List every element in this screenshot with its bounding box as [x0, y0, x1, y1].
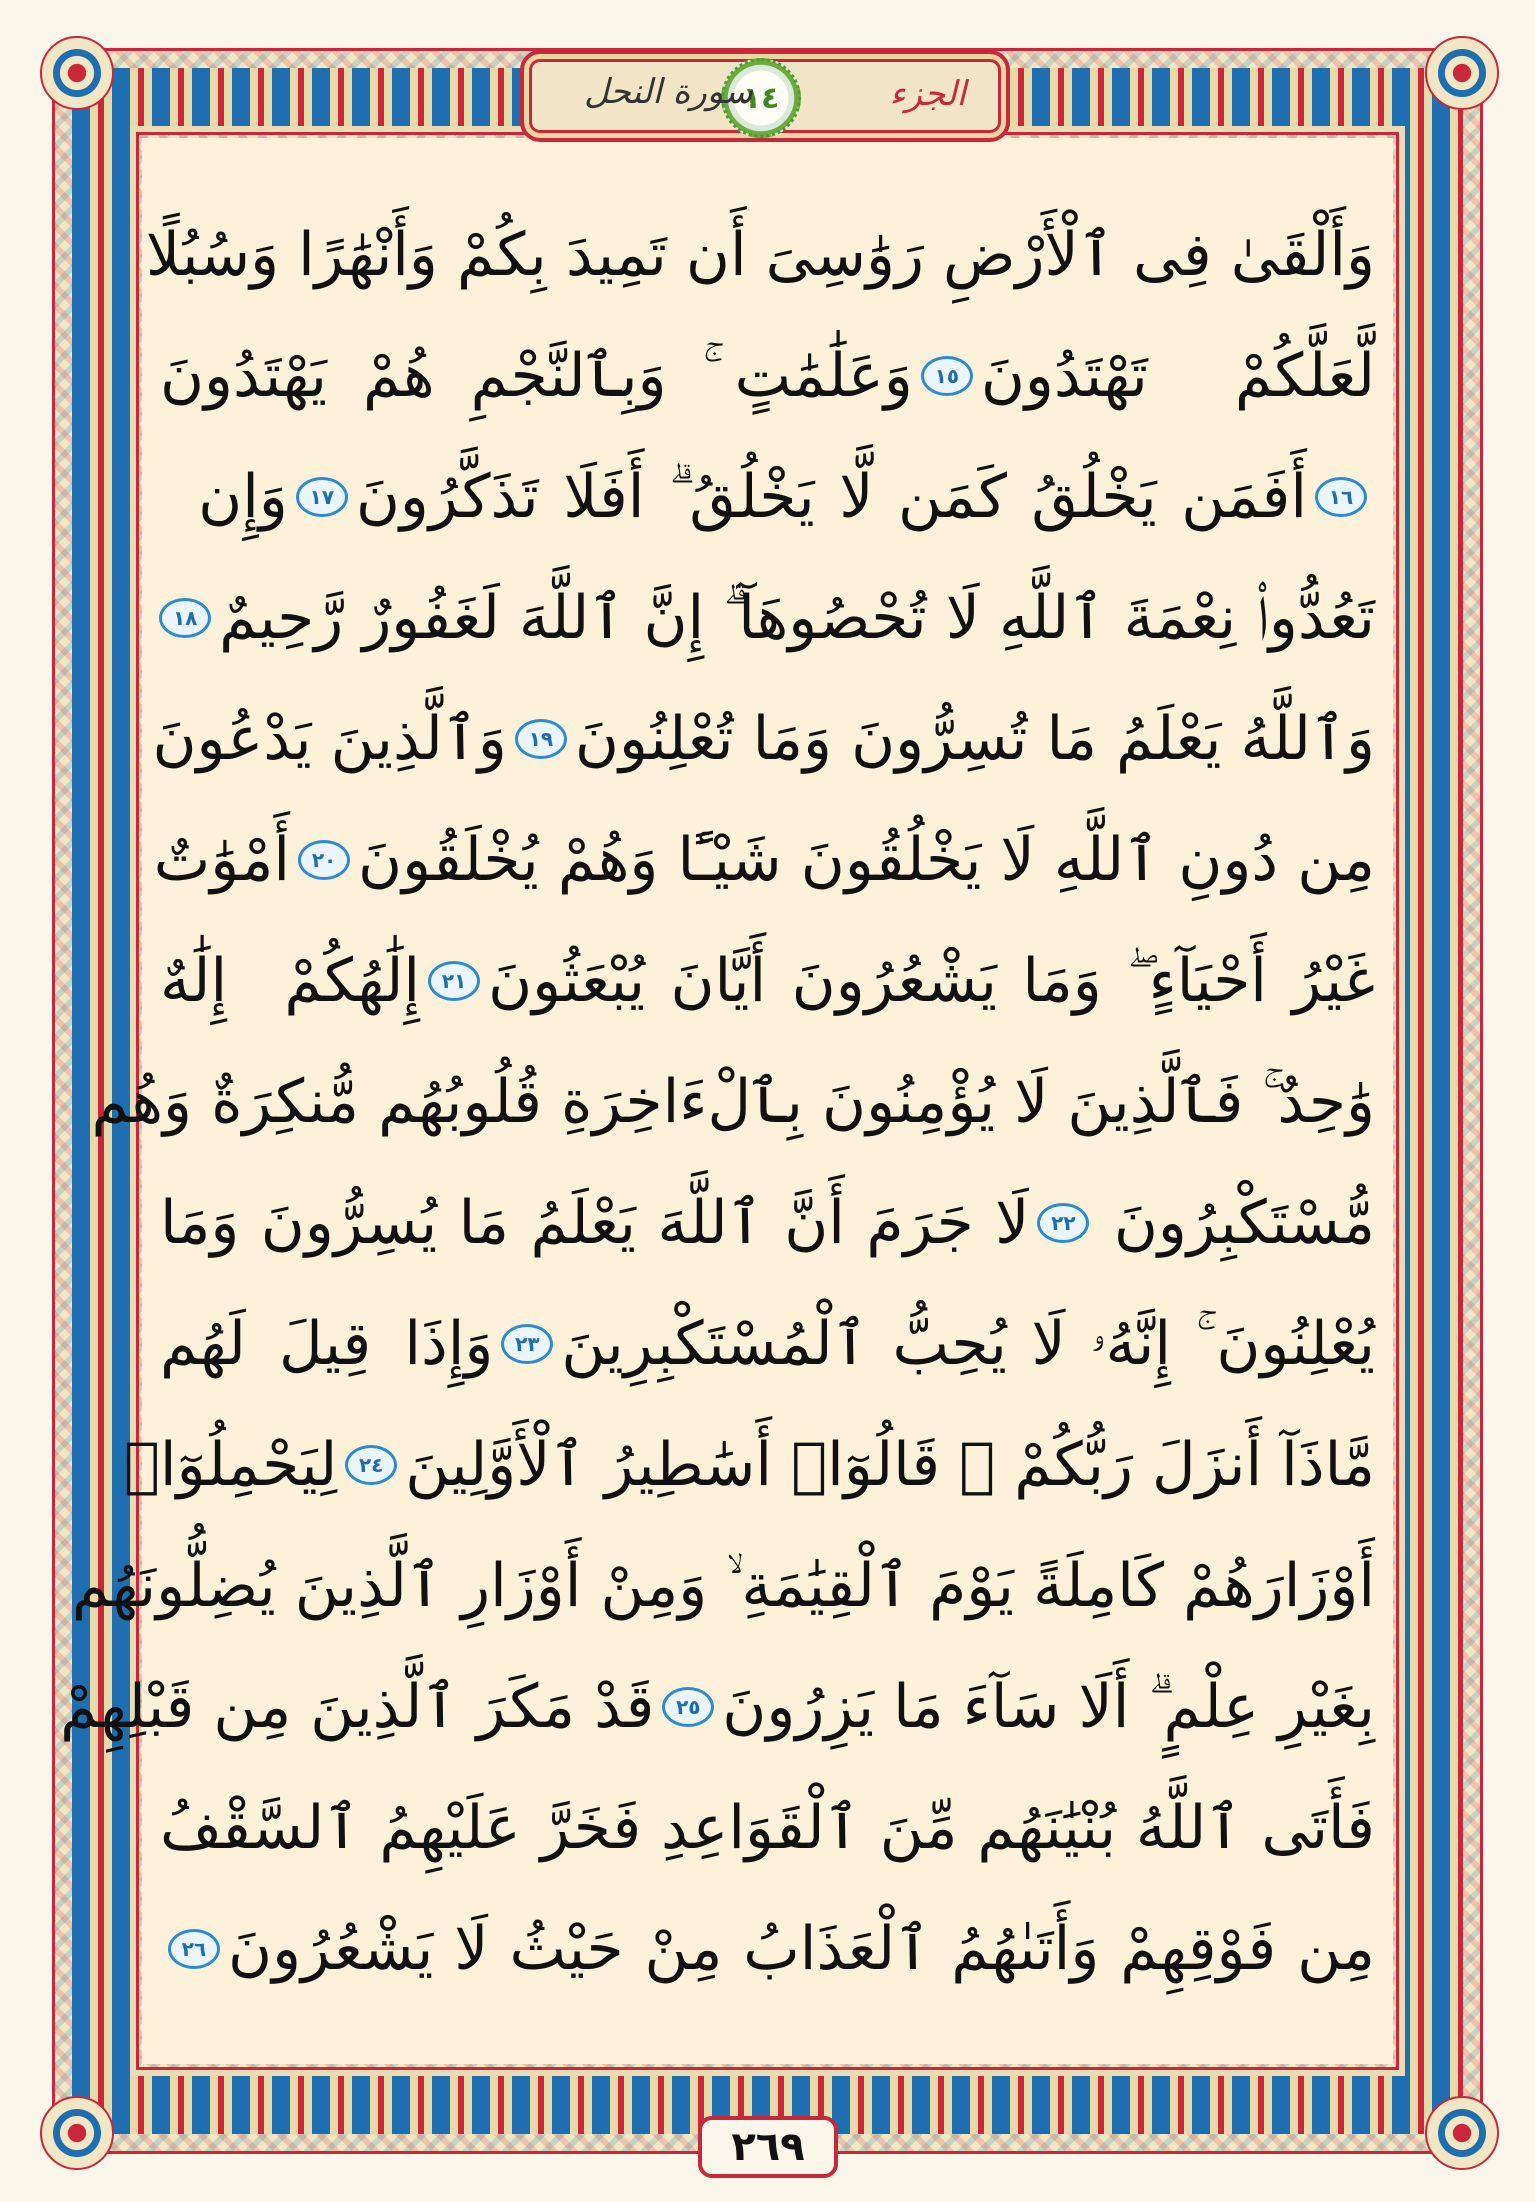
verse-line — [160, 563, 1375, 673]
ayah-number-marker: ٢٣ — [501, 1324, 553, 1364]
verse-text: وَإِن — [198, 462, 288, 532]
verse-line — [160, 1168, 1375, 1278]
corner-rosette-icon — [40, 36, 114, 110]
verse-text: مُّسْتَكْبِرُونَ — [1113, 1188, 1375, 1258]
corner-rosette-icon — [1425, 36, 1499, 110]
verse-text: يُعْلِنُونَ ۚ إِنَّهُۥ لَا يُحِبُّ ٱلْمُسْتَكْبِرِينَ — [561, 1309, 1375, 1379]
verse-line — [91, 1047, 1375, 1157]
verse-text: إِلَٰهُكُمْ إِلَٰهٌ — [160, 946, 421, 1016]
verse-text: مَّاذَآ أَنزَلَ رَبُّكُمْ ۙ قَالُوٓا۟ أَسَٰطِيرُ ٱلْأَوَّلِينَ — [405, 1430, 1375, 1500]
verse-text: قَدْ مَكَرَ ٱلَّذِينَ مِن قَبْلِهِمْ — [60, 1672, 655, 1742]
ayah-number-marker: ٢٠ — [298, 840, 350, 880]
verse-text: أَمْوَٰتٌ — [153, 825, 291, 895]
page-header — [520, 50, 1010, 142]
verse-text: فَأَتَى ٱللَّهُ بُنْيَٰنَهُم مِّنَ ٱلْقَوَاعِدِ فَخَرَّ عَلَيْهِمُ ٱلسَّقْفُ — [160, 1793, 1375, 1863]
ayah-number-marker: ١٩ — [515, 719, 567, 759]
ayah-number-marker: ١٨ — [159, 598, 211, 638]
juz-number-badge: ١٤ — [721, 58, 801, 138]
surah-name: سورة النحل — [584, 72, 753, 112]
verse-text: لِيَحْمِلُوٓا۟ — [123, 1430, 338, 1500]
verse-text: وَإِذَا قِيلَ لَهُم — [159, 1309, 494, 1379]
verse-text: تَعُدُّوا۟ نِعْمَةَ ٱللَّهِ لَا تُحْصُوهَآ ۗ إِنَّ ٱللَّهَ لَغَفُورٌ رَّحِيمٌ — [219, 583, 1375, 653]
ayah-number-marker: ١٧ — [296, 477, 348, 517]
verse-text: لَا جَرَمَ أَنَّ ٱللَّهَ يَعْلَمُ مَا يُسِرُّونَ وَمَا — [159, 1188, 1030, 1258]
page-number: ٢٦٩ — [698, 2116, 838, 2178]
verse-text: بِغَيْرِ عِلْمٍ ۗ أَلَا سَآءَ مَا يَزِرُونَ — [722, 1672, 1375, 1742]
corner-rosette-icon — [40, 2096, 114, 2170]
verse-text: وَعَلَٰمَٰتٍ ۚ وَبِٱلنَّجْمِ هُمْ يَهْتَدُونَ — [159, 341, 913, 411]
verse-text: مِن دُونِ ٱللَّهِ لَا يَخْلُقُونَ شَيْـًٔا وَهُمْ يُخْلَقُونَ — [358, 825, 1375, 895]
ayah-number-marker: ٢٦ — [168, 1929, 220, 1969]
ayah-number-marker: ١٦ — [1315, 477, 1367, 517]
verse-text: وَٱللَّهُ يَعْلَمُ مَا تُسِرُّونَ وَمَا تُعْلِنُونَ — [574, 704, 1375, 774]
verse-line — [160, 442, 1375, 552]
ayah-number-marker: ٢١ — [428, 961, 480, 1001]
verse-line — [153, 805, 1375, 915]
ayah-number-marker: ١٥ — [921, 356, 973, 396]
verse-line — [160, 321, 1375, 431]
verse-line — [160, 1773, 1375, 1883]
juz-label: الجزء — [889, 74, 966, 114]
verse-text: وَٱلَّذِينَ يَدْعُونَ — [152, 704, 507, 774]
verse-line — [123, 1410, 1375, 1520]
verse-line — [152, 684, 1375, 794]
verse-line — [60, 1652, 1375, 1762]
verse-line — [160, 1894, 1375, 2004]
verse-text: أَفَمَن يَخْلُقُ كَمَن لَّا يَخْلُقُ ۗ أَفَلَا تَذَكَّرُونَ — [355, 462, 1307, 532]
corner-rosette-icon — [1425, 2096, 1499, 2170]
verse-line — [160, 1289, 1375, 1399]
verse-text: وَٰحِدٌ ۚ فَٱلَّذِينَ لَا يُؤْمِنُونَ بِٱلْءَاخِرَةِ قُلُوبُهُم مُّنكِرَةٌ وَهُم — [91, 1067, 1375, 1137]
verse-line — [145, 200, 1375, 310]
ayah-number-marker: ٢٤ — [345, 1445, 397, 1485]
ayah-number-marker: ٢٢ — [1037, 1203, 1089, 1243]
ayah-number-marker: ٢٥ — [662, 1687, 714, 1727]
verse-text: أَوْزَارَهُمْ كَامِلَةً يَوْمَ ٱلْقِيَٰمَةِ ۙ وَمِنْ أَوْزَارِ ٱلَّذِينَ يُضِلُّونَهُم — [71, 1551, 1375, 1621]
verse-text: لَّعَلَّكُمْ تَهْتَدُونَ — [980, 341, 1375, 411]
verse-line — [160, 926, 1375, 1036]
verse-text: مِن فَوْقِهِمْ وَأَتَىٰهُمُ ٱلْعَذَابُ مِنْ حَيْثُ لَا يَشْعُرُونَ — [228, 1914, 1375, 1984]
verse-text: غَيْرُ أَحْيَآءٍ ۖ وَمَا يَشْعُرُونَ أَيَّانَ يُبْعَثُونَ — [488, 946, 1375, 1016]
verse-line — [71, 1531, 1375, 1641]
verse-text: وَأَلْقَىٰ فِى ٱلْأَرْضِ رَوَٰسِىَ أَن تَمِيدَ بِكُمْ وَأَنْهَٰرًا وَسُبُلًا — [145, 220, 1375, 290]
